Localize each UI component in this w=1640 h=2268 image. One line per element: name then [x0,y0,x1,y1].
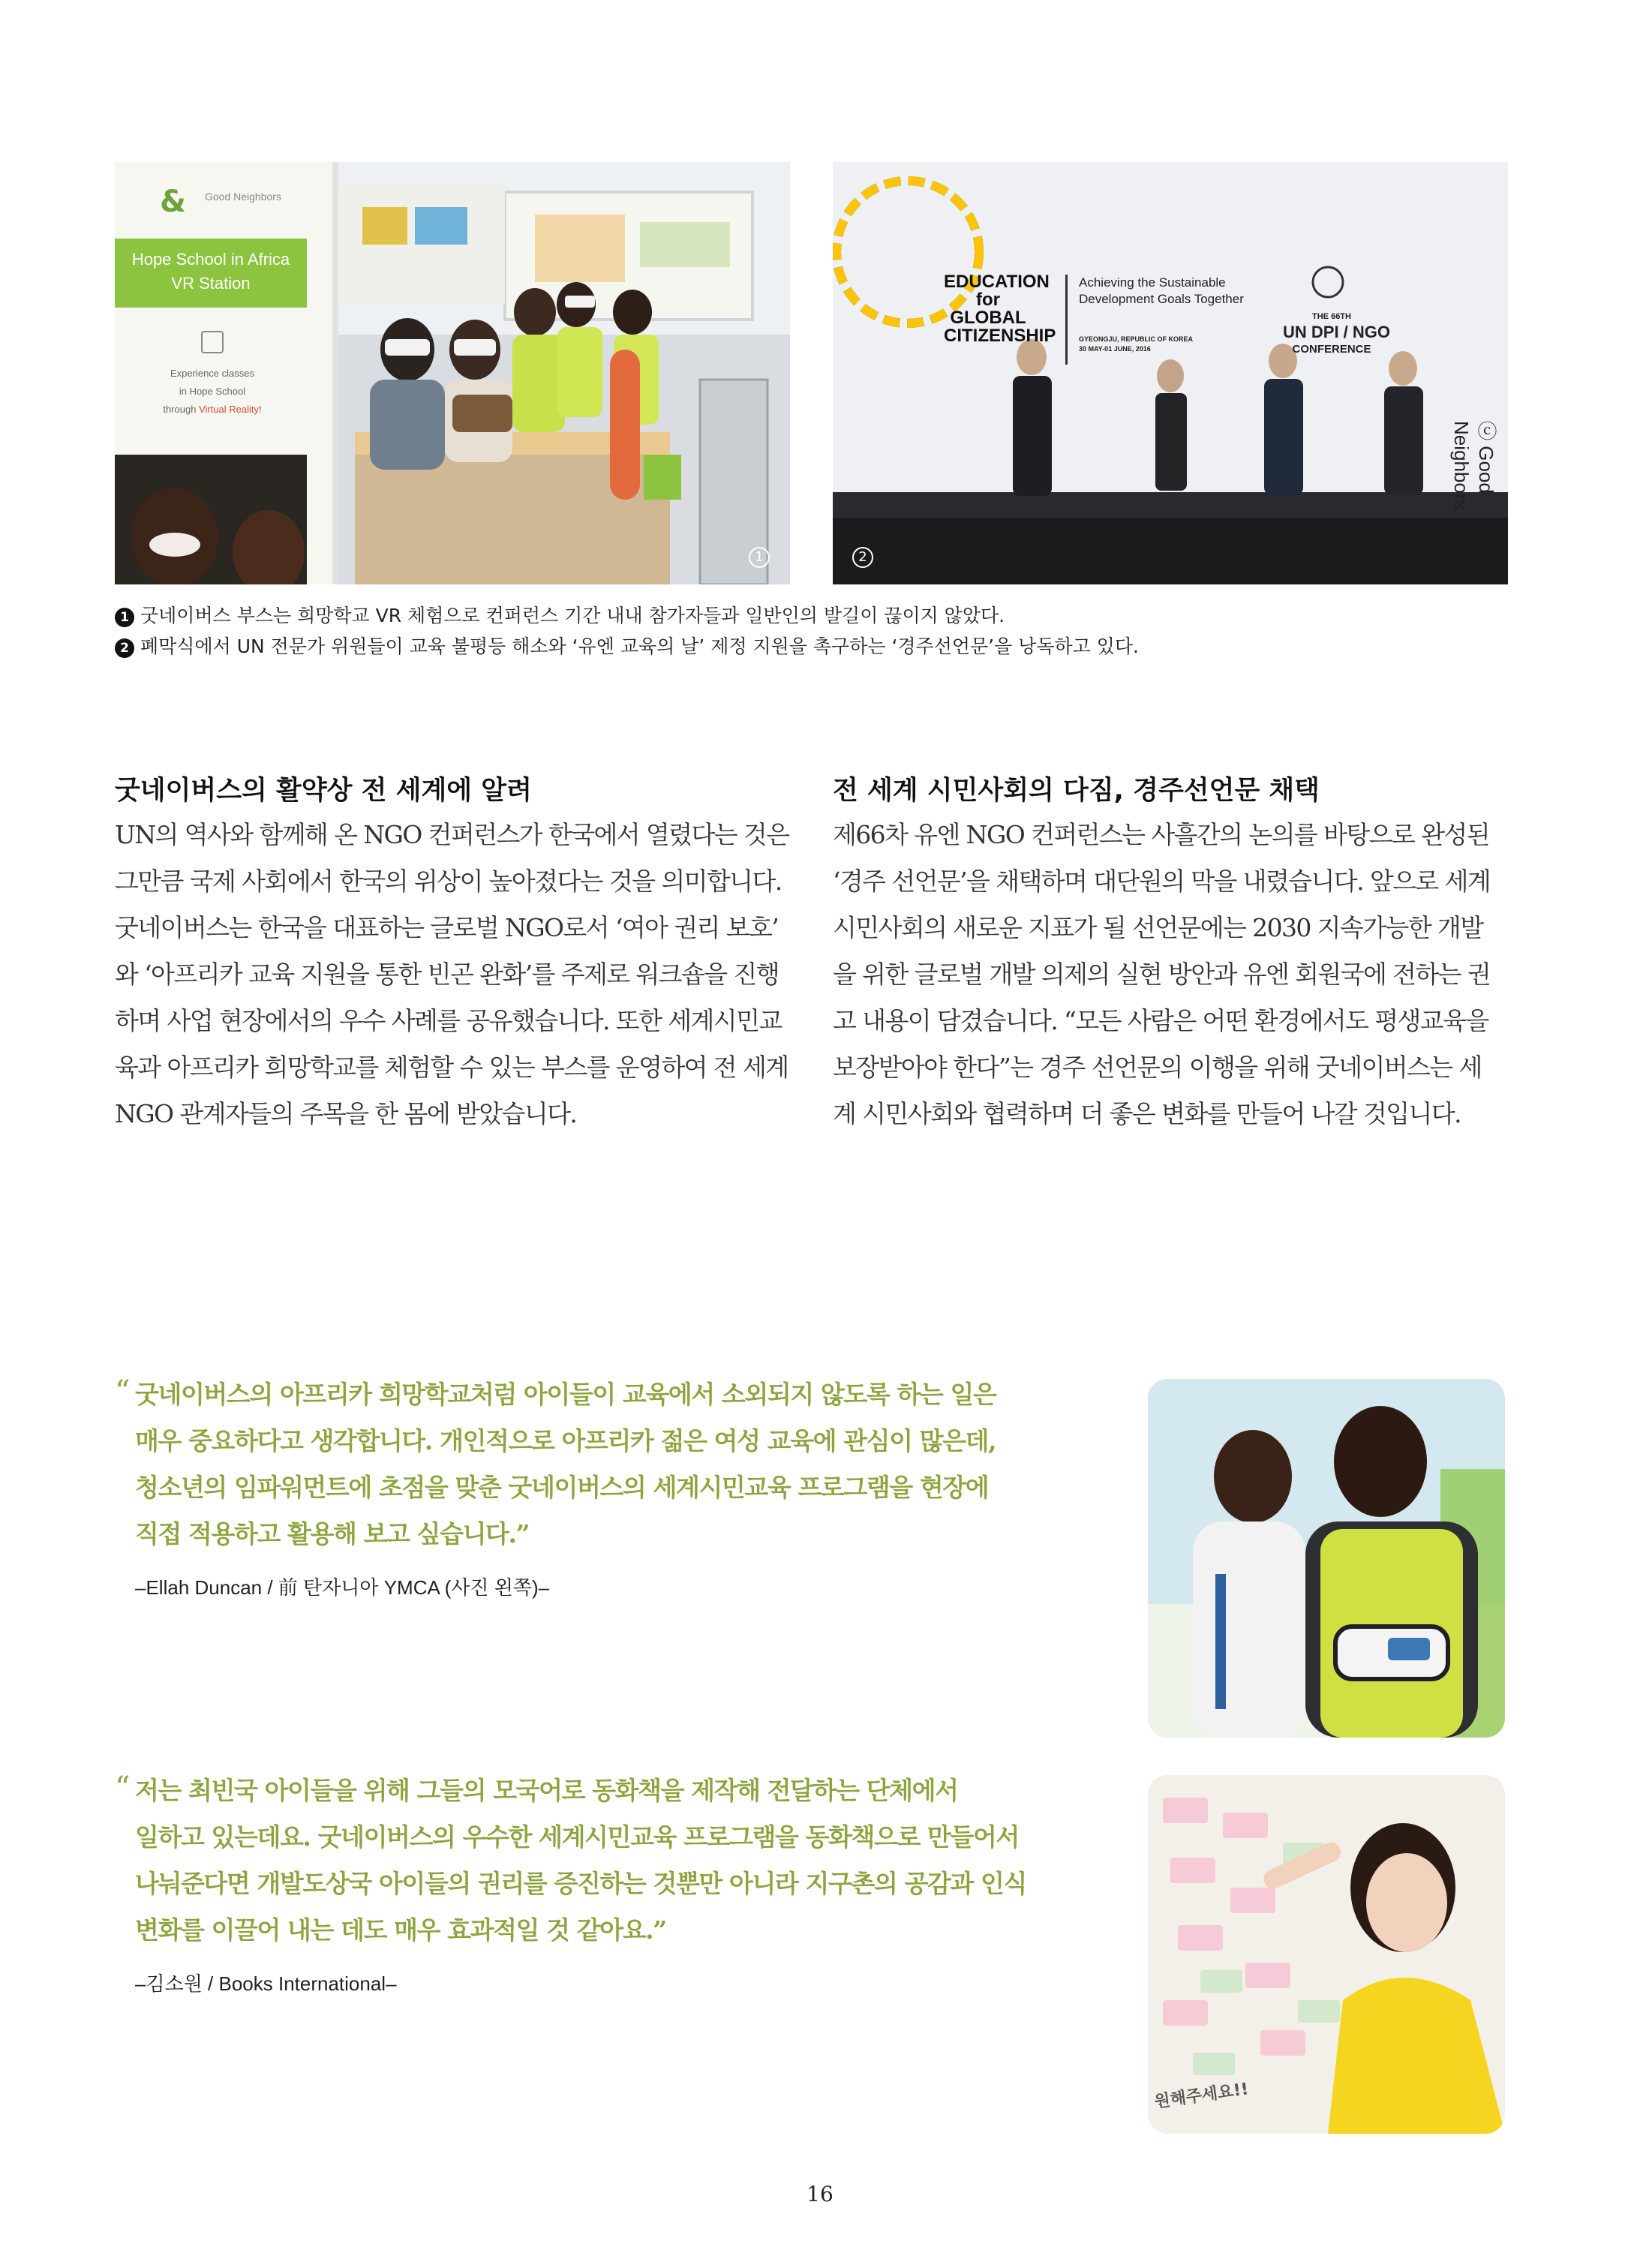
right-body-line: 고 내용이 담겼습니다. “모든 사람은 어떤 환경에서도 평생교육을 [833,1006,1488,1035]
left-column-body [115,812,789,1137]
good-neighbors-logo-icon: & [160,185,186,219]
right-body-line: ‘경주 선언문’을 채택하며 대단원의 막을 내렸습니다. 앞으로 세계 [833,867,1491,896]
photo-vr-booth [115,162,790,584]
right-body-line: 제66차 유엔 NGO 컨퍼런스는 사흘간의 논의를 바탕으로 완성된 [833,820,1489,849]
booth-small-line3 [137,401,287,419]
banner-right-line1: THE 66TH [1312,312,1351,321]
banner-tagline-line2: Development Goals Together [1079,292,1244,306]
left-body-line: 하며 사업 현장에서의 우수 사례를 공유했습니다. 또한 세계시민교 [115,1006,782,1035]
left-column-heading: 굿네이버스의 활약상 전 세계에 알려 [115,776,532,806]
caption-2-text: 폐막식에서 UN 전문가 위원들이 교육 불평등 해소와 ‘유엔 교육의 날’ 제정 지원을 촉구하는 ‘경주선언문’을 낭독하고 있다. [140,635,1139,657]
caption-2-number: 2 [115,638,134,658]
quote-1-photo [1148,1379,1505,1738]
right-body-line: 계 시민사회와 협력하며 더 좋은 변화를 만들어 나갈 것입니다. [833,1099,1461,1128]
children-faces [115,455,307,584]
quote-2-attribution: –김소원 / Books International– [135,1972,397,1995]
booth-small-line3-highlight: Virtual Reality! [199,404,262,415]
banner-venue-line2: 30 MAY-01 JUNE, 2016 [1079,345,1151,353]
right-column-heading: 전 세계 시민사회의 다짐, 경주선언문 채택 [833,776,1320,806]
left-body-line: 와 ‘아프리카 교육 지원을 통한 빈곤 완화’를 주제로 워크숍을 진행 [115,960,779,989]
right-column-body [833,812,1490,1137]
quote-1-line: 매우 중요하다고 생각합니다. 개인적으로 아프리카 젊은 여성 교육에 관심이 많은데, [135,1426,996,1455]
right-body-line: 보장받아야 한다”는 경주 선언문의 이행을 위해 굿네이버스는 세 [833,1053,1482,1082]
booth-banner [115,239,307,308]
quote-1-mark: “ [115,1374,131,1409]
vr-headset-photo [1148,1379,1505,1738]
banner-tagline-line1: Achieving the Sustainable [1079,275,1226,290]
photo-credit: ⓒ Good Neighbors [1450,421,1497,510]
photo1-number: 1 [749,547,770,568]
booth-banner-line2: VR Station [171,274,251,293]
quote-2-line: 변화를 이끌어 내는 데도 매우 효과적일 것 같아요.” [135,1915,666,1945]
right-body-line: 시민사회의 새로운 지표가 될 선언문에는 2030 지속가능한 개발 [833,913,1483,942]
booth-sign [115,162,338,584]
photo2-number: 2 [852,547,873,568]
left-body-line: 그만큼 국제 사회에서 한국의 위상이 높아졌다는 것을 의미합니다. [115,867,782,896]
caption-1 [115,601,1005,628]
school-icon [201,331,224,353]
photo-closing-ceremony [833,162,1508,584]
left-body-line: UN의 역사와 함께해 온 NGO 컨퍼런스가 한국에서 열렸다는 것은 [115,820,789,849]
quote-1 [135,1371,996,1558]
quote-2-mark: “ [115,1771,131,1805]
quote-2-photo [1148,1775,1505,2134]
venue-text [1079,335,1193,354]
quote-1-attribution: –Ellah Duncan / 前 탄자니아 YMCA (사진 왼쪽)– [135,1576,550,1599]
tagline-text [1079,275,1244,308]
quote-2-line: 저는 최빈국 아이들을 위해 그들의 모국어로 동화책을 제작해 전달하는 단체에서 [135,1776,958,1805]
un-dpi-text [1283,311,1391,357]
quote-1-line: 청소년의 임파워먼트에 초점을 맞춘 굿네이버스의 세계시민교육 프로그램을 현장에 [135,1473,989,1502]
quote-2-line: 나눠준다면 개발도상국 아이들의 권리를 증진하는 것뿐만 아니라 지구촌의 공감과 인식 [135,1869,1027,1898]
booth-children-photo [115,455,307,584]
quote-1-line: 굿네이버스의 아프리카 희망학교처럼 아이들이 교육에서 소외되지 않도록 하는 일은 [135,1380,996,1409]
banner-right-line3: CONFERENCE [1292,343,1371,356]
caption-1-number: 1 [115,608,134,627]
booth-banner-line1: Hope School in Africa [131,250,290,269]
left-body-line: 굿네이버스는 한국을 대표하는 글로벌 NGO로서 ‘여아 권리 보호’ [115,913,779,942]
caption-1-text: 굿네이버스 부스는 희망학교 VR 체험으로 컨퍼런스 기간 내내 참가자들과 일반인의 발길이 끊이지 않았다. [140,605,1005,626]
message-board-photo [1148,1775,1505,2134]
quote-2 [135,1768,1026,1954]
banner-left-line2: for GLOBAL [950,290,1026,328]
stage-scene [833,162,1508,584]
left-body-line: NGO 관계자들의 주목을 한 몸에 받았습니다. [115,1099,577,1128]
booth-small-line2: in Hope School [179,386,246,397]
booth-logo-text: Good Neighbors [205,191,281,203]
booth-small-line1: Experience classes [170,368,254,379]
board-text: 원해주세요!! [1153,2080,1250,2112]
page-number: 16 [806,2182,834,2206]
education-banner-text [944,272,1056,346]
quote-1-line: 직접 적용하고 활용해 보고 싶습니다.” [135,1519,530,1549]
booth-small-text [137,365,287,419]
caption-2 [115,632,1139,659]
banner-left-line3: CITIZENSHIP [944,326,1056,346]
quote-2-line: 일하고 있는데요. 굿네이버스의 우수한 세계시민교육 프로그램을 동화책으로 만들어서 [135,1822,1019,1852]
right-body-line: 을 위한 글로벌 개발 의제의 실현 방안과 유엔 회원국에 전하는 권 [833,960,1491,989]
banner-venue-line1: GYEONGJU, REPUBLIC OF KOREA [1079,335,1194,343]
banner-left-line1: EDUCATION [944,272,1050,292]
banner-right-line2: UN DPI / NGO [1283,323,1391,341]
booth-small-line3-prefix: through [163,404,197,415]
left-body-line: 육과 아프리카 희망학교를 체험할 수 있는 부스를 운영하여 전 세계 [115,1053,788,1082]
